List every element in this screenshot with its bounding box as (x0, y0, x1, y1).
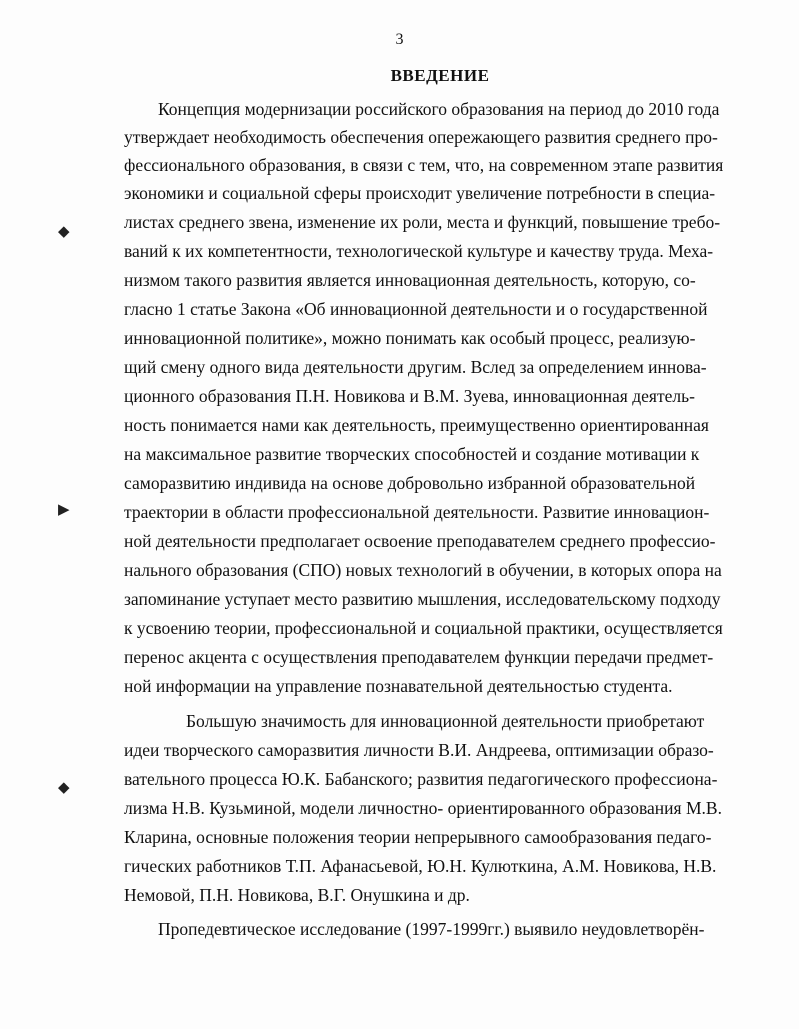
text-line: ваний к их компетентности, технологической культуре и качеству труда. Меха- (124, 241, 714, 261)
text-line: фессионального образования, в связи с тем, что, на современном этапе развития (124, 155, 724, 175)
text-line: ной информации на управление познавательной деятельностью студента. (124, 676, 673, 696)
text-line: гласно 1 статье Закона «Об инновационной деятельности и о государственной (124, 299, 708, 319)
text-line: Концепция модернизации российского образования на период до 2010 года (158, 99, 720, 119)
text-line: на максимальное развитие творческих способностей и создание мотивации к (124, 444, 700, 464)
page-number: 3 (395, 31, 404, 48)
text-line: ционного образования П.Н. Новикова и В.М. Зуева, инновационная деятель- (124, 386, 695, 406)
text-line: вательного процесса Ю.К. Бабанского; развития педагогического профессиона- (124, 769, 718, 789)
text-line: к усвоению теории, профессиональной и социальной практики, осуществляется (124, 618, 723, 638)
text-line: Кларина, основные положения теории непрерывного самообразования педаго- (124, 827, 712, 847)
text-line: экономики и социальной сферы происходит увеличение потребности в специа- (124, 183, 716, 203)
text-line: инновационной политике», можно понимать как особый процесс, реализую- (124, 328, 696, 348)
text-line: Пропедевтическое исследование (1997-1999гг.) выявило неудовлетворён- (158, 919, 705, 939)
text-line: саморазвитию индивида на основе добровольно избранной образовательной (124, 473, 696, 493)
text-line: щий смену одного вида деятельности другим. Вслед за определением иннова- (124, 357, 707, 377)
text-line: Немовой, П.Н. Новикова, В.Г. Онушкина и др. (124, 885, 470, 905)
text-line: ной деятельности предполагает освоение преподавателем среднего профессио- (124, 531, 716, 551)
text-line: лизма Н.В. Кузьминой, модели личностно- ориентированного образования М.В. (124, 798, 722, 818)
binding-hole-mark-icon: ◆ (58, 780, 70, 796)
text-line: ность понимается нами как деятельность, преимущественно ориентированная (124, 415, 709, 435)
text-line: утверждает необходимость обеспечения опережающего развития среднего про- (124, 127, 718, 147)
text-line: Большую значимость для инновационной деятельности приобретают (186, 711, 705, 731)
binding-hole-mark-icon: ▶ (58, 502, 70, 518)
text-line: нального образования (СПО) новых технологий в обучении, в которых опора на (124, 560, 722, 580)
text-line: идеи творческого саморазвития личности В.И. Андреева, оптимизации образо- (124, 740, 714, 760)
text-line: листах среднего звена, изменение их роли, места и функций, повышение требо- (124, 212, 721, 232)
text-line: траектории в области профессиональной деятельности. Развитие инновацион- (124, 502, 710, 522)
section-title: ВВЕДЕНИЕ (390, 66, 490, 85)
binding-hole-mark-icon: ◆ (58, 224, 70, 240)
text-line: запоминание уступает место развитию мышления, исследовательскому подходу (124, 589, 721, 609)
text-line: низмом такого развития является инновационная деятельность, которую, со- (124, 270, 696, 290)
text-line: гических работников Т.П. Афанасьевой, Ю.Н. Кулюткина, А.М. Новикова, Н.В. (124, 856, 717, 876)
text-line: перенос акцента с осуществления преподавателем функции передачи предмет- (124, 647, 714, 667)
